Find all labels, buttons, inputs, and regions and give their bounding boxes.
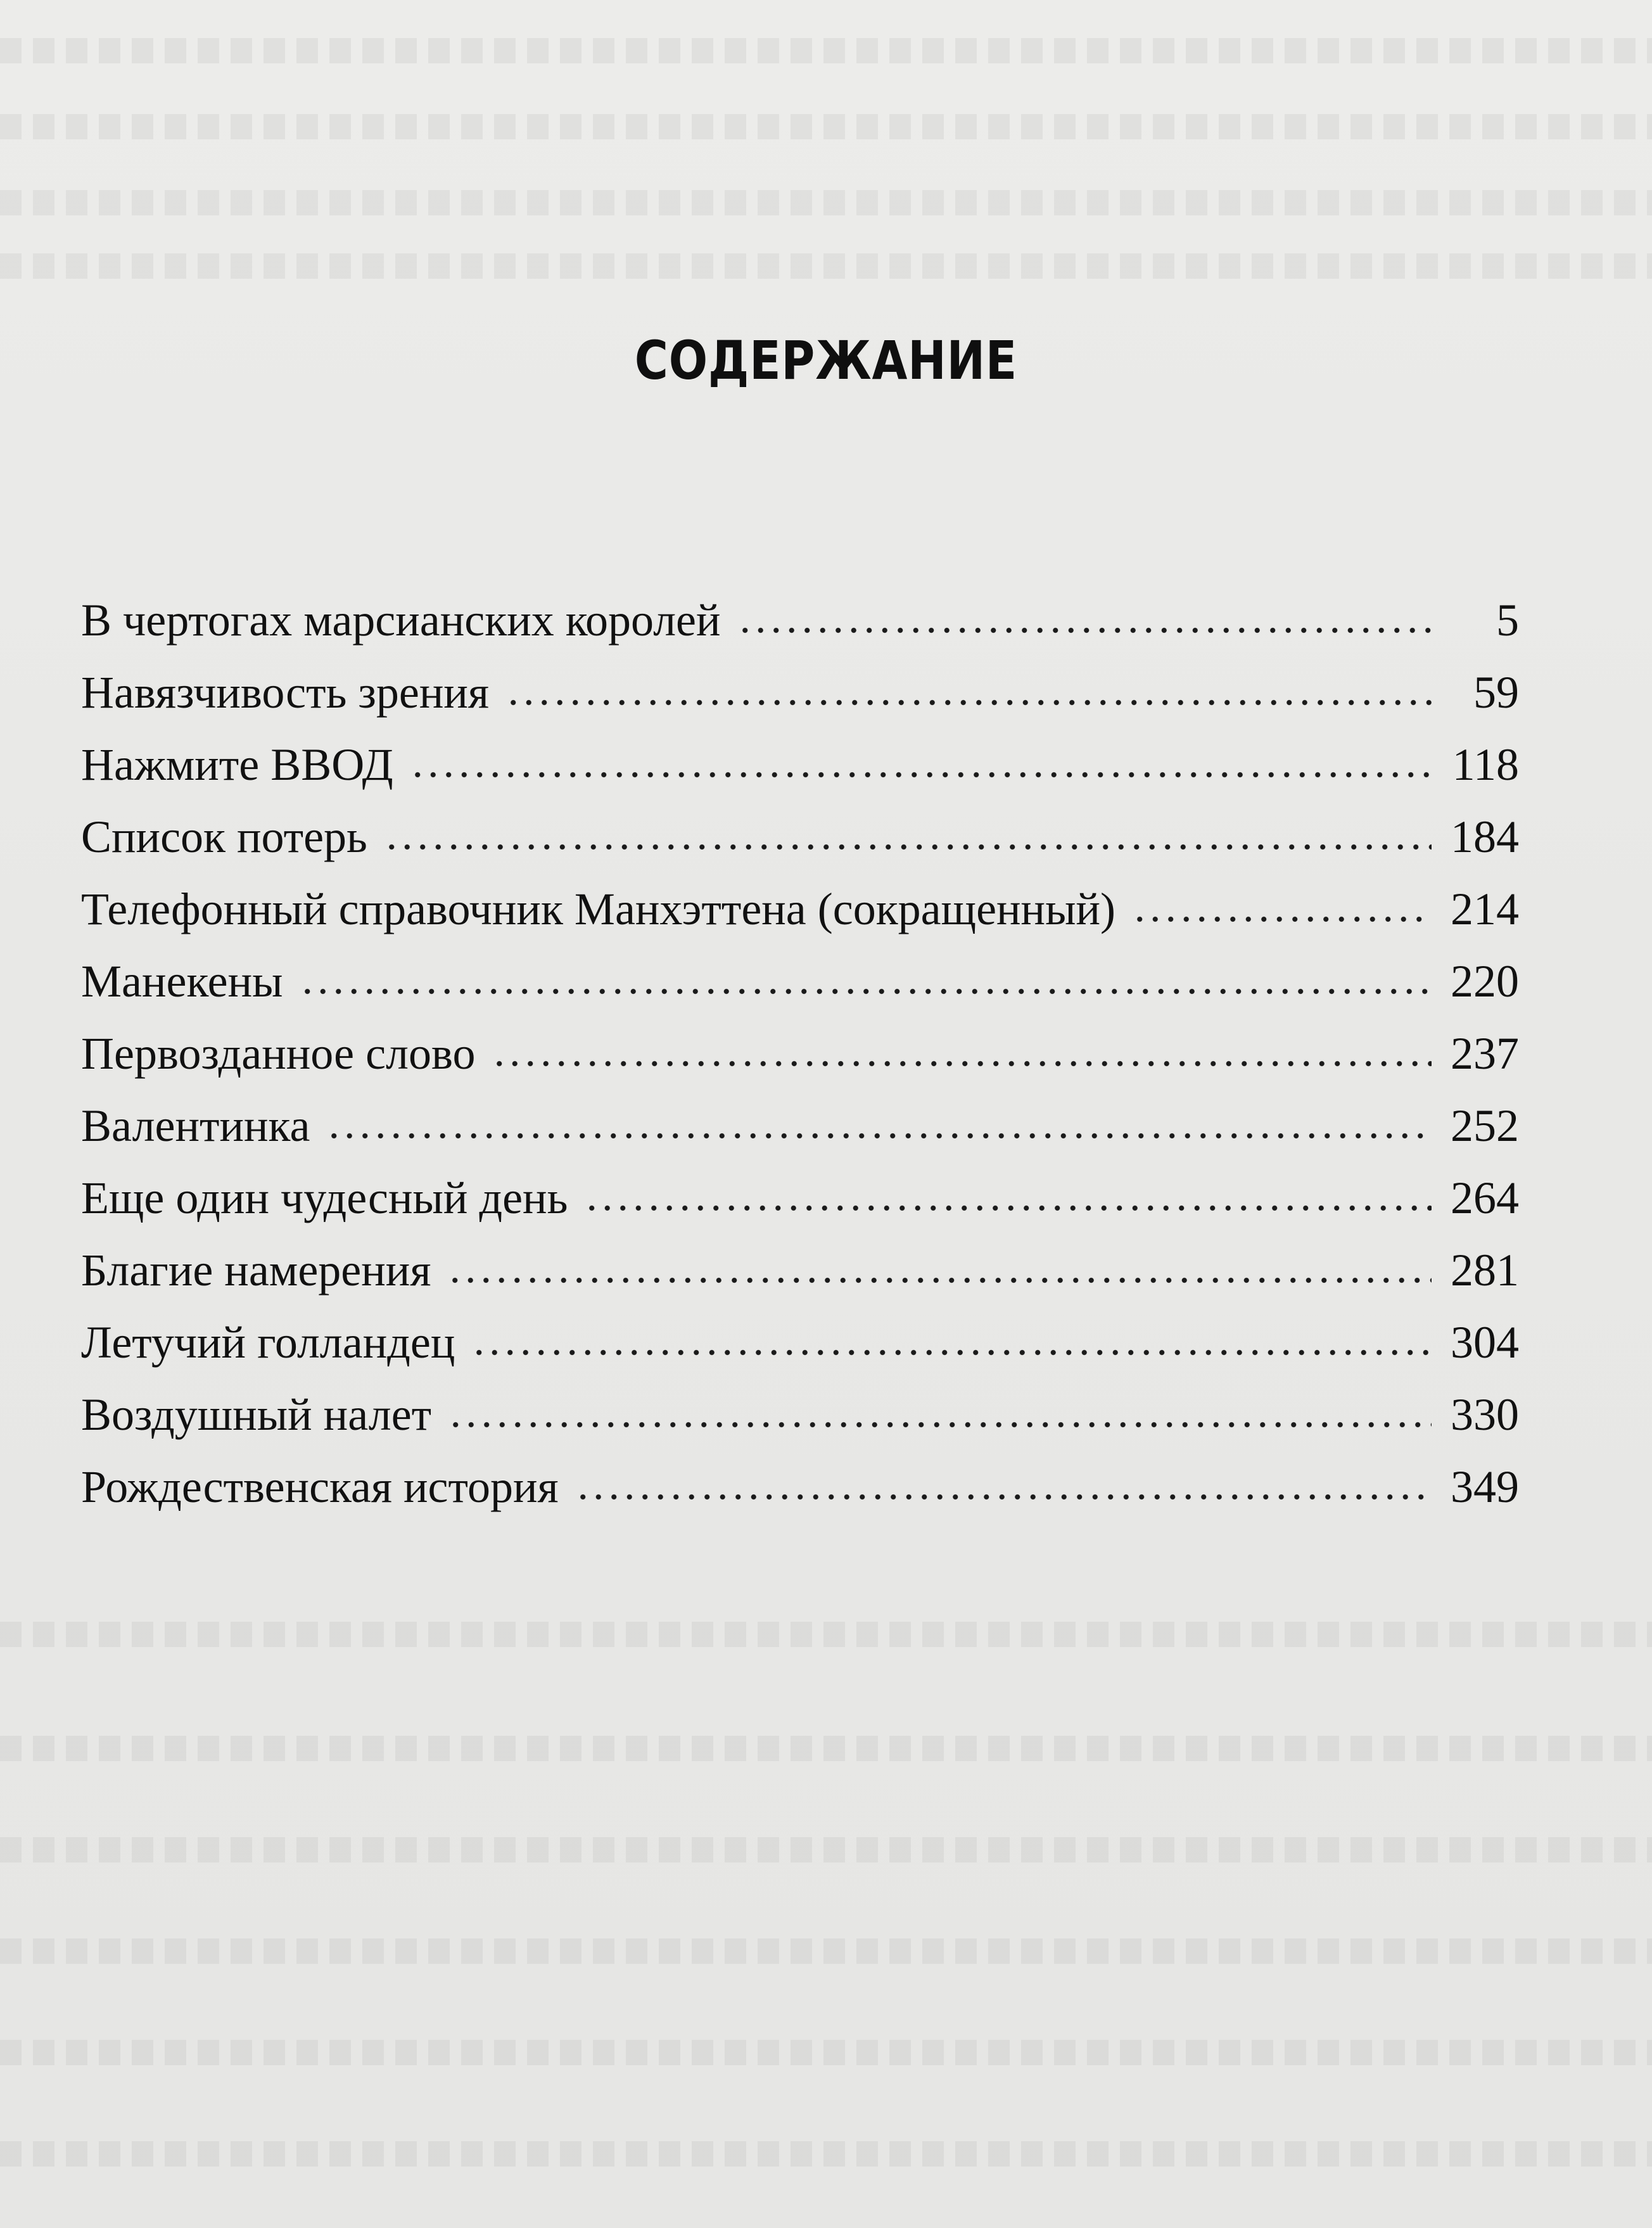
dot-leader <box>575 1492 1432 1502</box>
toc-entry-title: Нажмите ВВОД <box>81 739 393 790</box>
page-title: СОДЕРЖАНИЕ <box>634 329 1018 391</box>
toc-entry <box>81 1244 1519 1316</box>
bleed-through-line <box>0 253 1652 279</box>
toc-entry-title: Манекены <box>81 956 283 1007</box>
dot-leader <box>384 842 1432 852</box>
toc-entry <box>81 739 1519 811</box>
toc-entry <box>81 594 1519 666</box>
bleed-through-line <box>0 1938 1652 1964</box>
toc-entry-title: Воздушный налет <box>81 1389 432 1440</box>
bleed-through-line <box>0 114 1652 139</box>
dot-leader <box>326 1131 1432 1141</box>
toc-entry-title: Летучий голландец <box>81 1317 455 1368</box>
toc-entry-page: 118 <box>1452 739 1519 790</box>
toc-entry-page: 220 <box>1451 956 1519 1007</box>
toc-entry-page: 330 <box>1451 1389 1519 1440</box>
toc-entry-title: Валентинка <box>81 1100 310 1151</box>
bleed-through-line <box>0 1622 1652 1647</box>
bleed-through-line <box>0 1837 1652 1862</box>
table-of-contents <box>81 594 1519 1533</box>
toc-entry <box>81 811 1519 883</box>
toc-entry <box>81 1028 1519 1100</box>
dot-leader <box>410 770 1432 780</box>
dot-leader <box>447 1275 1432 1285</box>
dot-leader <box>448 1420 1432 1430</box>
toc-entry <box>81 1389 1519 1461</box>
toc-entry-page: 184 <box>1451 812 1519 862</box>
toc-entry-page: 304 <box>1451 1317 1519 1368</box>
toc-entry-title: Телефонный справочник Манхэттена (сокращенный) <box>81 884 1115 934</box>
dot-leader <box>584 1203 1432 1213</box>
dot-leader <box>300 986 1432 996</box>
toc-entry-page: 349 <box>1451 1461 1519 1512</box>
toc-entry-page: 214 <box>1451 884 1519 934</box>
toc-entry-title: В чертогах марсианских королей <box>81 595 721 646</box>
toc-entry-page: 252 <box>1451 1100 1519 1151</box>
dot-leader <box>505 697 1432 708</box>
toc-entry-page: 264 <box>1451 1173 1519 1223</box>
toc-entry-title: Список потерь <box>81 812 367 862</box>
toc-entry-title: Еще один чудесный день <box>81 1173 568 1223</box>
toc-entry <box>81 955 1519 1028</box>
toc-entry <box>81 1100 1519 1172</box>
dot-leader <box>471 1347 1432 1358</box>
toc-entry-page: 59 <box>1473 667 1519 718</box>
bleed-through-line <box>0 2040 1652 2065</box>
toc-entry-page: 281 <box>1451 1245 1519 1295</box>
bleed-through-line <box>0 190 1652 215</box>
toc-entry <box>81 666 1519 739</box>
bleed-through-line <box>0 2141 1652 2167</box>
dot-leader <box>1132 914 1432 924</box>
toc-entry-title: Рождественская история <box>81 1461 559 1512</box>
toc-entry-title: Навязчивость зрения <box>81 667 489 718</box>
dot-leader <box>737 625 1432 635</box>
toc-entry-title: Благие намерения <box>81 1245 431 1295</box>
dot-leader <box>492 1059 1432 1069</box>
toc-entry <box>81 1172 1519 1244</box>
toc-entry <box>81 1316 1519 1389</box>
toc-entry <box>81 883 1519 955</box>
bleed-through-line <box>0 38 1652 63</box>
bleed-through-line <box>0 1736 1652 1761</box>
toc-entry-title: Первозданное слово <box>81 1028 476 1079</box>
toc-entry <box>81 1461 1519 1533</box>
toc-entry-page: 237 <box>1451 1028 1519 1079</box>
toc-entry-page: 5 <box>1496 595 1519 646</box>
